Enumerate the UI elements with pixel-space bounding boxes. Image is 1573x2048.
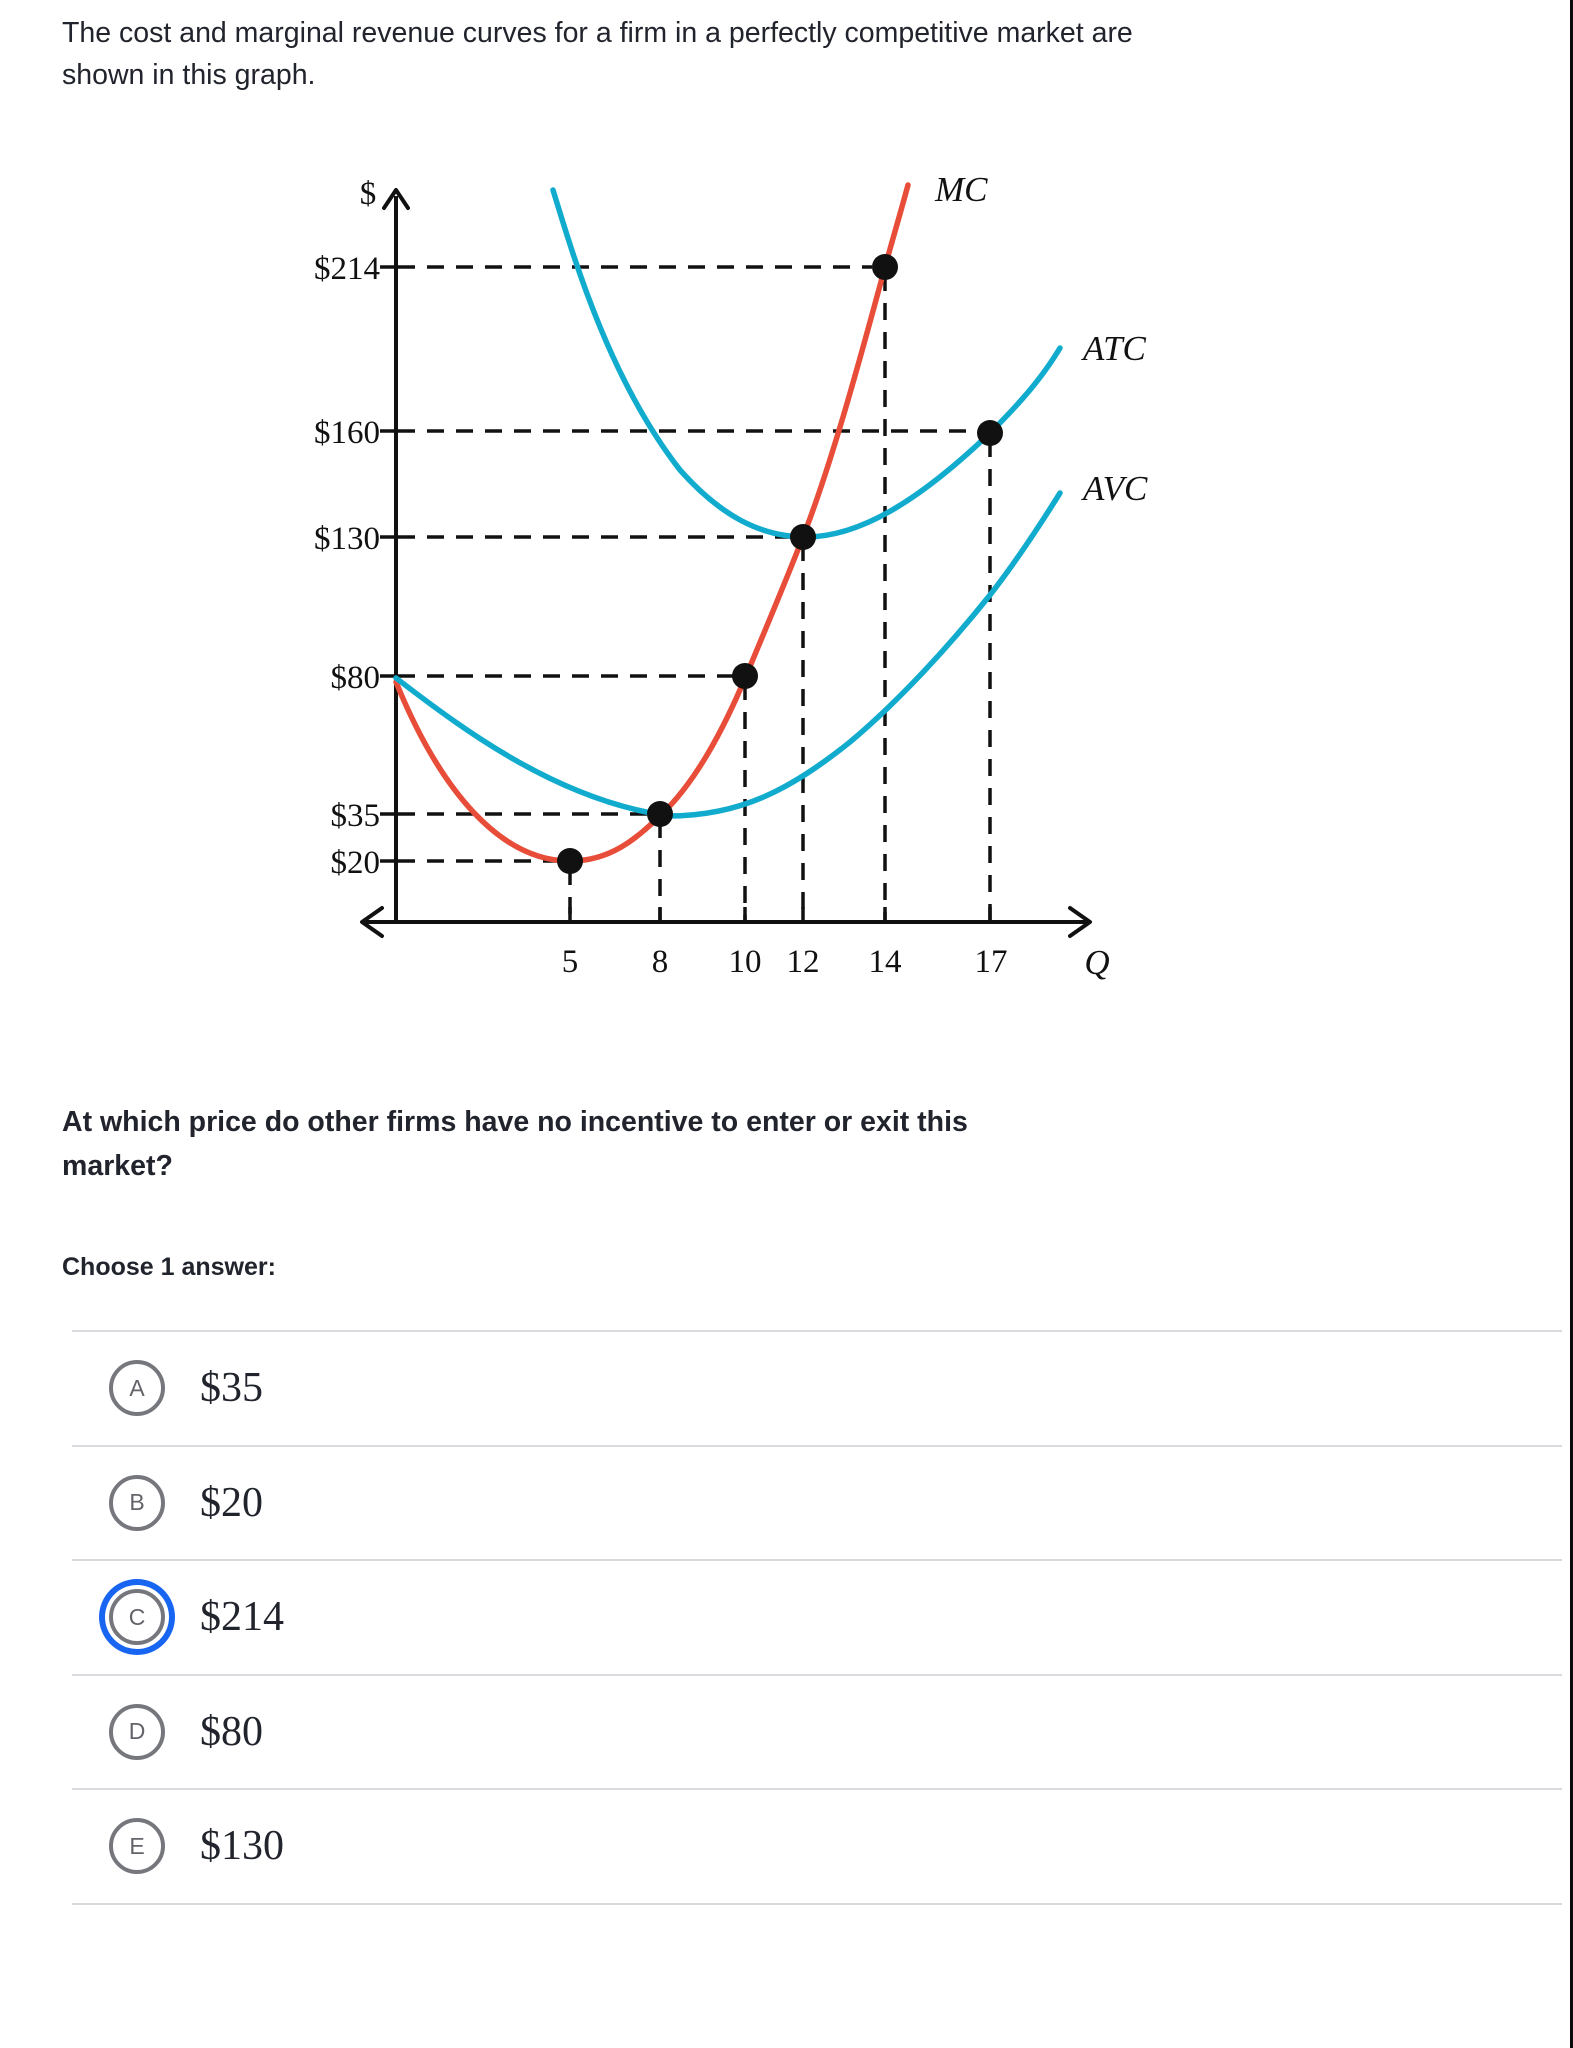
x-tick-label: 12 bbox=[786, 944, 820, 980]
answer-options bbox=[72, 1330, 1562, 1905]
point-q12-130 bbox=[790, 524, 816, 550]
options-bottom-divider bbox=[72, 1903, 1562, 1905]
option-e-radio[interactable] bbox=[109, 1818, 165, 1874]
option-c[interactable] bbox=[72, 1559, 1562, 1674]
x-tick-label: 10 bbox=[728, 944, 762, 980]
option-d-value: $80 bbox=[200, 1708, 263, 1755]
y-tick-label: $130 bbox=[314, 521, 380, 557]
option-a-value: $35 bbox=[200, 1365, 263, 1412]
cost-curves-graph bbox=[0, 0, 1573, 1010]
x-tick-label: 17 bbox=[974, 944, 1008, 980]
y-tick-label: $80 bbox=[330, 660, 380, 696]
y-tick-label: $35 bbox=[330, 798, 380, 834]
option-b-letter: B bbox=[129, 1489, 145, 1516]
x-tick-label: 8 bbox=[651, 944, 669, 980]
avc-curve-label: AVC bbox=[1083, 469, 1148, 508]
option-e[interactable] bbox=[72, 1788, 1562, 1903]
option-c-value: $214 bbox=[200, 1594, 284, 1641]
option-e-value: $130 bbox=[200, 1823, 284, 1870]
point-q17-160 bbox=[977, 420, 1003, 446]
y-tick-label: $160 bbox=[314, 415, 380, 451]
exercise-intro-text: The cost and marginal revenue curves for a firm in a perfectly competitive market are shown in this graph. bbox=[62, 17, 1133, 92]
option-a-radio[interactable] bbox=[109, 1360, 165, 1416]
option-c-letter: C bbox=[128, 1603, 146, 1630]
atc-curve bbox=[553, 190, 1060, 537]
avc-curve bbox=[396, 493, 1060, 816]
x-tick-label: 14 bbox=[868, 944, 902, 980]
choose-answer-label: Choose 1 answer: bbox=[62, 1253, 276, 1281]
y-tick-label: $20 bbox=[330, 845, 380, 881]
option-d-radio[interactable] bbox=[109, 1704, 165, 1760]
question-text: At which price do other firms have no incentive to enter or exit this market? bbox=[62, 1106, 968, 1183]
option-b-radio[interactable] bbox=[109, 1475, 165, 1531]
option-b-value: $20 bbox=[200, 1479, 263, 1526]
x-tick-label: 5 bbox=[561, 944, 579, 980]
option-a[interactable] bbox=[72, 1330, 1562, 1445]
option-d-letter: D bbox=[128, 1718, 146, 1745]
y-axis-label: $ bbox=[359, 176, 377, 212]
option-c-radio-selected[interactable] bbox=[109, 1589, 165, 1645]
point-q10-80 bbox=[732, 663, 758, 689]
option-b[interactable] bbox=[72, 1445, 1562, 1560]
point-q8-35 bbox=[647, 801, 673, 827]
option-e-letter: E bbox=[129, 1832, 145, 1859]
x-axis-label: Q bbox=[1084, 943, 1110, 982]
option-a-letter: A bbox=[129, 1374, 145, 1401]
point-q5-20 bbox=[557, 848, 583, 874]
point-q14-214 bbox=[872, 254, 898, 280]
y-tick-label: $214 bbox=[314, 251, 380, 287]
atc-curve-label: ATC bbox=[1083, 329, 1146, 368]
mc-curve-label: MC bbox=[935, 170, 988, 209]
option-d[interactable] bbox=[72, 1674, 1562, 1789]
